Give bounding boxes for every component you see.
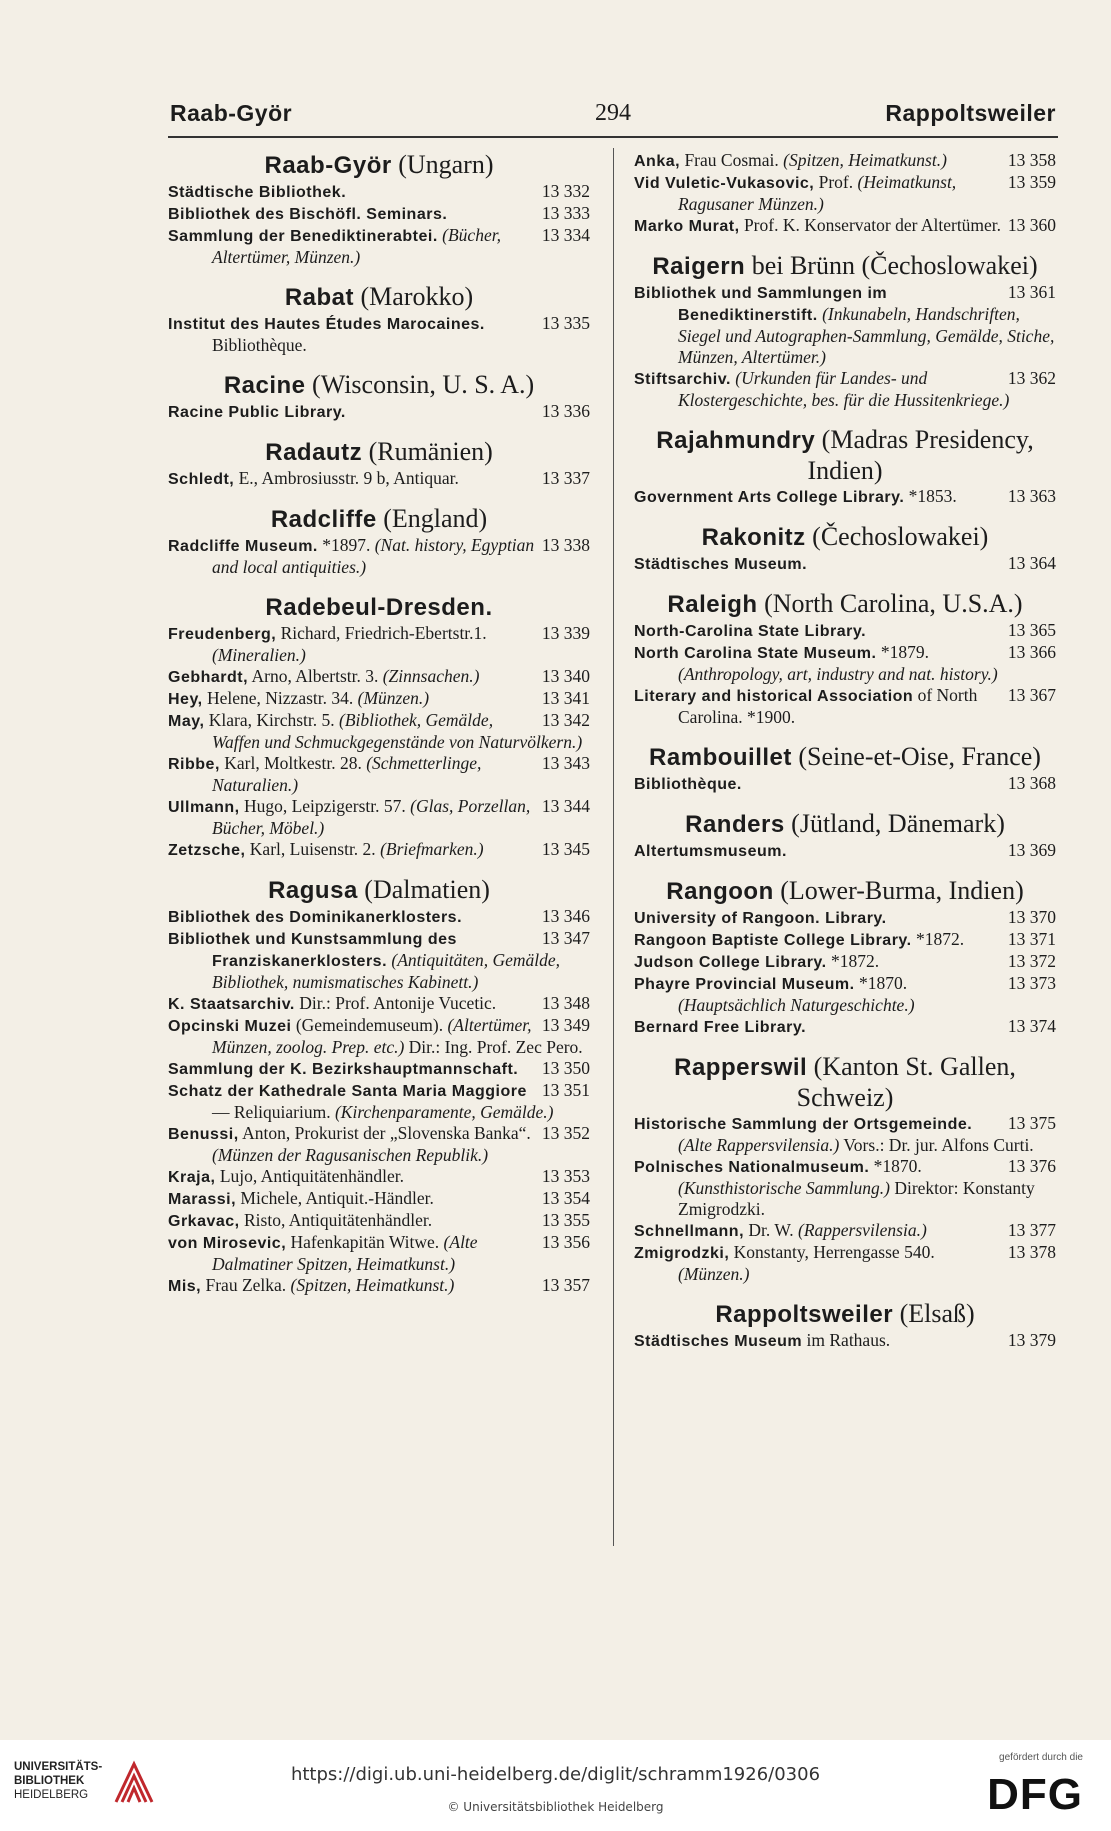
entry-name: Marassi, xyxy=(168,1191,237,1208)
entry-number: 13 339 xyxy=(541,623,590,643)
document-url-link[interactable]: https://digi.ub.uni-heidelberg.de/diglit/schramm1926/0306 xyxy=(290,1764,821,1785)
directory-entry xyxy=(168,1058,590,1080)
place-region: (Jütland, Dänemark) xyxy=(791,809,1005,838)
entry-name: Zmigrodzki, xyxy=(634,1245,730,1262)
place-name: Randers xyxy=(685,811,785,838)
entry-name: Phayre Provincial Museum. xyxy=(634,976,855,993)
entry-collection: (Kirchenparamente, Gemälde.) xyxy=(334,1102,554,1122)
entry-name: Zetzsche, xyxy=(168,842,246,859)
entry-text: (Gemeindemuseum). xyxy=(295,1015,444,1035)
entry-collection: (Rappersvilensia.) xyxy=(798,1220,927,1240)
entry-text: Dir.: Prof. Antonije Vucetic. xyxy=(299,993,497,1013)
entry-collection: (Münzen der Ragusanischen Republik.) xyxy=(212,1145,489,1165)
entry-number: 13 364 xyxy=(1007,553,1056,573)
column-divider xyxy=(613,148,614,1546)
directory-entry xyxy=(634,1242,1056,1285)
entry-text: Richard, Friedrich-Ebertstr.1. xyxy=(280,623,487,643)
entry-number: 13 374 xyxy=(1007,1016,1056,1036)
entry-collection: (Anthropology, art, industry and nat. history.) xyxy=(678,664,998,684)
directory-entry xyxy=(634,642,1056,685)
entry-text: Klara, Kirchstr. 5. xyxy=(208,710,335,730)
directory-entry xyxy=(634,368,1056,411)
directory-entry xyxy=(168,1232,590,1275)
entry-number: 13 363 xyxy=(1007,486,1056,506)
entry-text: — Reliquiarium. xyxy=(212,1102,331,1122)
entry-collection: (Hauptsächlich Naturgeschichte.) xyxy=(678,995,915,1015)
directory-entry xyxy=(168,796,590,839)
place-name: Rapperswil xyxy=(674,1054,808,1081)
funding-note: gefördert durch die xyxy=(999,1752,1083,1763)
place-name: Rappoltsweiler xyxy=(715,1301,894,1328)
directory-entry xyxy=(634,929,1056,951)
place-heading xyxy=(634,251,1056,282)
entry-text: Lujo, Antiquitätenhändler. xyxy=(219,1166,405,1186)
place-name: Rakonitz xyxy=(701,524,806,551)
entry-number: 13 337 xyxy=(541,468,590,488)
directory-entry xyxy=(168,313,590,356)
place-name: Rambouillet xyxy=(649,744,792,771)
entry-collection: (Mineralien.) xyxy=(212,645,306,665)
entry-name: Schnellmann, xyxy=(634,1223,745,1240)
entry-name: Anka, xyxy=(634,153,681,170)
entry-text: Frau Cosmai. xyxy=(684,150,779,170)
directory-entry xyxy=(168,666,590,688)
place-heading xyxy=(634,425,1056,486)
entry-number: 13 342 xyxy=(541,710,590,730)
entry-name: K. Staatsarchiv. xyxy=(168,996,295,1013)
entry-number: 13 336 xyxy=(541,401,590,421)
entry-number: 13 356 xyxy=(541,1232,590,1252)
directory-entry xyxy=(634,282,1056,368)
directory-entry xyxy=(168,1188,590,1210)
place-name: Rangoon xyxy=(666,878,774,905)
entry-collection: (Kunsthistorische Sammlung.) xyxy=(678,1178,890,1198)
directory-entry xyxy=(168,753,590,796)
directory-entry xyxy=(634,973,1056,1016)
entry-name: Ribbe, xyxy=(168,756,220,773)
entry-number: 13 341 xyxy=(541,688,590,708)
right-column xyxy=(634,150,1056,1352)
copyright-notice: © Universitätsbibliothek Heidelberg xyxy=(447,1800,664,1814)
entry-name: Städtisches Museum xyxy=(634,1333,803,1350)
place-heading xyxy=(634,809,1056,840)
entry-collection: (Spitzen, Heimatkunst.) xyxy=(290,1275,455,1295)
entry-number: 13 375 xyxy=(1007,1113,1056,1133)
directory-entry xyxy=(168,1123,590,1166)
entry-name: Bibliothek und Sammlungen im Benediktinerstift. xyxy=(634,285,888,324)
entry-collection: (Alte Rappersvilensia.) xyxy=(678,1135,840,1155)
entry-name: Opcinski Muzei xyxy=(168,1018,292,1035)
place-region: (Seine-et-Oise, France) xyxy=(798,742,1041,771)
running-header xyxy=(170,100,1056,132)
directory-entry xyxy=(634,1220,1056,1242)
entry-name: Schledt, xyxy=(168,471,235,488)
entry-name: North-Carolina State Library. xyxy=(634,623,867,640)
entry-text: Prof. K. Konservator der Altertümer. xyxy=(743,215,1002,235)
entry-name: Bernard Free Library. xyxy=(634,1019,807,1036)
place-heading xyxy=(168,875,590,906)
entry-number: 13 376 xyxy=(1007,1156,1056,1176)
place-heading xyxy=(634,1052,1056,1113)
place-region: (Ungarn) xyxy=(398,150,494,179)
page-number: 294 xyxy=(595,100,631,126)
entry-text: *1872. xyxy=(915,929,965,949)
entry-number: 13 355 xyxy=(541,1210,590,1230)
directory-entry xyxy=(634,1113,1056,1156)
entry-collection: (Inkunabeln, Handschriften, Siegel und Autographen-Sammlung, Gemälde, Stiche, Münzen, Altertümer.) xyxy=(678,304,1055,367)
entry-name: Judson College Library. xyxy=(634,954,827,971)
entry-number: 13 338 xyxy=(541,535,590,555)
entry-name: Marko Murat, xyxy=(634,218,740,235)
entry-text: *1872. xyxy=(830,951,880,971)
entry-text: of North Carolina. *1900. xyxy=(678,685,978,727)
library-line-1: UNIVERSITÄTS- xyxy=(14,1761,103,1773)
entry-number: 13 354 xyxy=(541,1188,590,1208)
place-name: Radautz xyxy=(265,439,363,466)
directory-entry xyxy=(168,623,590,666)
entry-text: im Rathaus. xyxy=(806,1330,891,1350)
directory-entry xyxy=(168,468,590,490)
place-name: Raab-Györ xyxy=(264,152,392,179)
entry-name: von Mirosevic, xyxy=(168,1235,287,1252)
entry-text: Frau Zelka. xyxy=(205,1275,287,1295)
directory-entry xyxy=(168,535,590,578)
place-region: (North Carolina, U.S.A.) xyxy=(764,589,1023,618)
place-region: bei Brünn (Čechoslowakei) xyxy=(751,251,1038,280)
entry-number: 13 369 xyxy=(1007,840,1056,860)
place-region: (Čechoslowakei) xyxy=(812,522,989,551)
entry-number: 13 367 xyxy=(1007,685,1056,705)
place-region: (Lower-Burma, Indien) xyxy=(780,876,1024,905)
entry-name: Kraja, xyxy=(168,1169,216,1186)
entry-text: Helene, Nizzastr. 34. xyxy=(206,688,354,708)
entry-text: Prof. xyxy=(818,172,854,192)
entry-text: Konstanty, Herrengasse 540. xyxy=(733,1242,935,1262)
entry-text: Hafenkapitän Witwe. xyxy=(290,1232,440,1252)
place-region: (Marokko) xyxy=(360,282,474,311)
entry-name: Städtische Bibliothek. xyxy=(168,184,347,201)
dfg-logo: DFG xyxy=(987,1770,1083,1819)
directory-entry xyxy=(168,225,590,268)
entry-text: Bibliothèque. xyxy=(212,335,307,355)
entry-name: Historische Sammlung der Ortsgemeinde. xyxy=(634,1116,973,1133)
entry-collection: (Heimatkunst, Ragusaner Münzen.) xyxy=(678,172,957,214)
entry-number: 13 334 xyxy=(541,225,590,245)
entry-collection: (Antiquitäten, Gemälde, Bibliothek, numismatisches Kabinett.) xyxy=(212,950,561,992)
directory-entry xyxy=(168,928,590,993)
place-heading xyxy=(634,522,1056,553)
place-region: (Wisconsin, U. S. A.) xyxy=(312,370,535,399)
directory-entry xyxy=(634,150,1056,172)
place-name: Ragusa xyxy=(268,877,358,904)
entry-number: 13 359 xyxy=(1007,172,1056,192)
entry-text: Anton, Prokurist der „Slovenska Banka“. xyxy=(242,1123,531,1143)
entry-collection: (Alte Dalmatiner Spitzen, Heimatkunst.) xyxy=(212,1232,478,1274)
directory-entry xyxy=(168,1166,590,1188)
entry-name: Institut des Hautes Études Marocaines. xyxy=(168,316,485,333)
entry-text: Arno, Albertstr. 3. xyxy=(251,666,379,686)
directory-entry xyxy=(168,401,590,423)
entry-number: 13 343 xyxy=(541,753,590,773)
entry-collection: (Münzen.) xyxy=(357,688,430,708)
entry-text: Michele, Antiquit.-Händler. xyxy=(240,1188,434,1208)
entry-number: 13 333 xyxy=(541,203,590,223)
place-heading xyxy=(168,592,590,623)
entry-name: Sammlung der K. Bezirkshauptmannschaft. xyxy=(168,1061,519,1078)
directory-entry xyxy=(168,181,590,203)
entry-number: 13 377 xyxy=(1007,1220,1056,1240)
directory-entry xyxy=(634,620,1056,642)
place-name: Radebeul-Dresden. xyxy=(265,594,493,621)
entry-number: 13 365 xyxy=(1007,620,1056,640)
entry-number: 13 349 xyxy=(541,1015,590,1035)
entry-number: 13 357 xyxy=(541,1275,590,1295)
entry-name: Bibliothek des Dominikanerklosters. xyxy=(168,909,463,926)
place-heading xyxy=(634,742,1056,773)
entry-number: 13 379 xyxy=(1007,1330,1056,1350)
entry-name: Gebhardt, xyxy=(168,669,249,686)
entry-director: Dir.: Ing. Prof. Zec Pero. xyxy=(408,1037,583,1057)
library-line-2: BIBLIOTHEK xyxy=(14,1775,85,1787)
place-heading xyxy=(634,589,1056,620)
entry-name: Racine Public Library. xyxy=(168,404,346,421)
directory-entry xyxy=(634,215,1056,237)
entry-number: 13 378 xyxy=(1007,1242,1056,1262)
entry-text: Karl, Luisenstr. 2. xyxy=(249,839,376,859)
entry-number: 13 372 xyxy=(1007,951,1056,971)
entry-name: Government Arts College Library. xyxy=(634,489,905,506)
directory-entry xyxy=(634,553,1056,575)
library-line-3: HEIDELBERG xyxy=(14,1789,89,1801)
entry-collection: (Nat. history, Egyptian and local antiquities.) xyxy=(212,535,535,577)
place-region: (Kanton St. Gallen, Schweiz) xyxy=(796,1052,1016,1112)
directory-entry xyxy=(168,688,590,710)
entry-name: Städtisches Museum. xyxy=(634,556,808,573)
entry-text: Hugo, Leipzigerstr. 57. xyxy=(243,796,406,816)
place-name: Rajahmundry xyxy=(656,427,816,454)
entry-name: Bibliothèque. xyxy=(634,776,742,793)
entry-name: Altertumsmuseum. xyxy=(634,843,787,860)
entry-collection: (Schmetterlinge, Naturalien.) xyxy=(212,753,482,795)
directory-entry xyxy=(168,1210,590,1232)
directory-entry xyxy=(634,773,1056,795)
entry-collection: (Bücher, Altertümer, Münzen.) xyxy=(212,225,501,267)
place-heading xyxy=(168,282,590,313)
entry-name: Hey, xyxy=(168,691,203,708)
entry-number: 13 360 xyxy=(1007,215,1056,235)
entry-name: Rangoon Baptiste College Library. xyxy=(634,932,912,949)
entry-text: E., Ambrosiusstr. 9 b, Antiquar. xyxy=(238,468,459,488)
entry-text: Karl, Moltkestr. 28. xyxy=(224,753,362,773)
directory-entry xyxy=(168,1275,590,1297)
entry-number: 13 332 xyxy=(541,181,590,201)
entry-collection: (Zinnsachen.) xyxy=(382,666,480,686)
directory-entry xyxy=(168,839,590,861)
directory-entry xyxy=(634,685,1056,728)
place-region: (Dalmatien) xyxy=(364,875,490,904)
entry-number: 13 347 xyxy=(541,928,590,948)
entry-collection: (Altertümer, Münzen, zoolog. Prep. etc.) xyxy=(212,1015,532,1057)
header-rule xyxy=(168,136,1058,138)
place-name: Racine xyxy=(223,372,306,399)
entry-number: 13 348 xyxy=(541,993,590,1013)
header-left: Raab-Györ xyxy=(170,100,293,126)
entry-name: Freudenberg, xyxy=(168,626,277,643)
entry-collection: (Briefmarken.) xyxy=(380,839,484,859)
entry-number: 13 370 xyxy=(1007,907,1056,927)
entry-name: Ullmann, xyxy=(168,799,240,816)
entry-text: *1870. xyxy=(858,973,908,993)
entry-number: 13 350 xyxy=(541,1058,590,1078)
entry-number: 13 340 xyxy=(541,666,590,686)
directory-entry xyxy=(168,906,590,928)
place-heading xyxy=(634,1299,1056,1330)
entry-number: 13 335 xyxy=(541,313,590,333)
directory-entry xyxy=(634,1330,1056,1352)
directory-entry xyxy=(634,840,1056,862)
entry-name: Bibliothek und Kunstsammlung des Franziskanerklosters. xyxy=(168,931,457,970)
directory-entry xyxy=(634,1156,1056,1220)
place-name: Radcliffe xyxy=(270,506,377,533)
entry-number: 13 358 xyxy=(1007,150,1056,170)
entry-name: Vid Vuletic-Vukasovic, xyxy=(634,175,815,192)
entry-director: Vors.: Dr. jur. Alfons Curti. xyxy=(843,1135,1034,1155)
entry-number: 13 352 xyxy=(541,1123,590,1143)
place-heading xyxy=(168,437,590,468)
entry-text: *1870. xyxy=(873,1156,922,1176)
entry-name: North Carolina State Museum. xyxy=(634,645,877,662)
entry-name: Bibliothek des Bischöfl. Seminars. xyxy=(168,206,448,223)
place-heading xyxy=(634,876,1056,907)
entry-number: 13 344 xyxy=(541,796,590,816)
place-heading xyxy=(168,504,590,535)
place-region: (Rumänien) xyxy=(368,437,493,466)
entry-name: Polnisches Nationalmuseum. xyxy=(634,1159,870,1176)
entry-number: 13 373 xyxy=(1007,973,1056,993)
directory-entry xyxy=(634,907,1056,929)
directory-entry xyxy=(634,951,1056,973)
entry-number: 13 362 xyxy=(1007,368,1056,388)
entry-name: Benussi, xyxy=(168,1126,239,1143)
entry-collection: (Glas, Porzellan, Bücher, Möbel.) xyxy=(212,796,531,838)
entry-collection: (Urkunden für Landes- und Klostergeschichte, bes. für die Hussitenkriege.) xyxy=(678,368,1010,410)
entry-number: 13 368 xyxy=(1007,773,1056,793)
entry-text: *1897. xyxy=(322,535,371,555)
directory-entry xyxy=(168,1015,590,1058)
directory-entry xyxy=(168,993,590,1015)
entry-name: Literary and historical Association xyxy=(634,688,914,705)
place-region: (Madras Presidency, Indien) xyxy=(807,425,1034,485)
entry-number: 13 361 xyxy=(1007,282,1056,302)
entry-name: Grkavac, xyxy=(168,1213,240,1230)
directory-entry xyxy=(634,486,1056,508)
entry-name: University of Rangoon. Library. xyxy=(634,910,887,927)
entry-name: Mis, xyxy=(168,1278,202,1295)
entry-name: Radcliffe Museum. xyxy=(168,538,318,555)
entry-text: *1853. xyxy=(908,486,957,506)
entry-number: 13 345 xyxy=(541,839,590,859)
directory-entry xyxy=(168,203,590,225)
place-region: (Elsaß) xyxy=(899,1299,975,1328)
entry-name: May, xyxy=(168,713,205,730)
header-right: Rappoltsweiler xyxy=(885,100,1056,126)
entry-text: Dr. W. xyxy=(748,1220,794,1240)
viewer-footer xyxy=(0,1740,1111,1831)
entry-name: Sammlung der Benediktinerabtei. xyxy=(168,228,438,245)
entry-director: Direktor: Konstanty Zmigrodzki. xyxy=(678,1178,1035,1219)
entry-number: 13 353 xyxy=(541,1166,590,1186)
entry-text: *1879. xyxy=(880,642,929,662)
directory-entry xyxy=(168,1080,590,1123)
place-name: Raigern xyxy=(652,253,746,280)
place-name: Rabat xyxy=(284,284,355,311)
entry-number: 13 371 xyxy=(1007,929,1056,949)
directory-entry xyxy=(168,710,590,753)
place-heading xyxy=(168,150,590,181)
entry-text: Risto, Antiquitätenhändler. xyxy=(243,1210,433,1230)
entry-number: 13 346 xyxy=(541,906,590,926)
place-name: Raleigh xyxy=(667,591,758,618)
entry-collection: (Münzen.) xyxy=(678,1264,750,1284)
left-column xyxy=(168,150,590,1297)
place-region: (England) xyxy=(383,504,488,533)
entry-collection: (Bibliothek, Gemälde, Waffen und Schmuckgegenstände von Naturvölkern.) xyxy=(212,710,583,752)
entry-name: Stiftsarchiv. xyxy=(634,371,731,388)
entry-number: 13 351 xyxy=(541,1080,590,1100)
place-heading xyxy=(168,370,590,401)
entry-name: Schatz der Kathedrale Santa Maria Maggiore xyxy=(168,1083,527,1100)
entry-number: 13 366 xyxy=(1007,642,1056,662)
directory-entry xyxy=(634,1016,1056,1038)
entry-collection: (Spitzen, Heimatkunst.) xyxy=(783,150,947,170)
directory-entry xyxy=(634,172,1056,215)
